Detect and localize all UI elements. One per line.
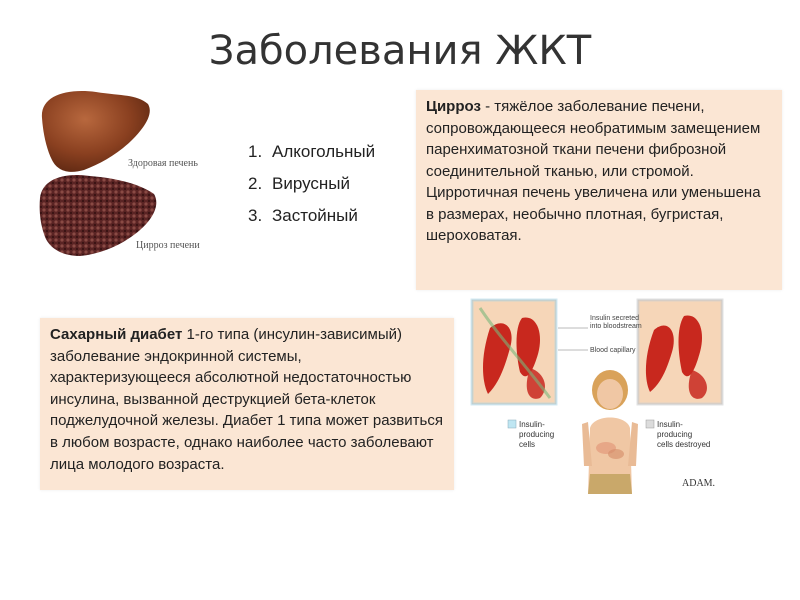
diabetes-illustration [470,298,730,494]
list-item [248,206,375,238]
healthy-islet-panel [472,300,556,404]
cirrhosis-description: Цирротичная печень увеличена или уменьшена в размерах, необычно плотная, бугристая, шероховатая. [426,184,761,244]
cirrhosis-types-list [248,142,375,238]
liver-illustration [36,88,216,260]
label-blood-capillary: Blood capillary [590,347,636,354]
child-figure [582,370,638,494]
liver-comparison-image [36,88,216,260]
cirrhosis-definition-text: - тяжёлое заболевание печени, сопровождающееся необратимым замещением паренхиматозной ткани печени фиброзной соединительной тканью, или стромой. [426,98,761,180]
legend-destroyed-3: cells destroyed [657,440,711,449]
cirrhosis-liver-caption: Цирроз печени [136,240,200,251]
legend-producing-3: cells [519,440,536,449]
list-item-number: 3. [248,206,263,225]
legend-swatch-producing [508,420,516,428]
healthy-liver-caption: Здоровая печень [128,158,198,169]
diabetes-definition-box [40,318,454,490]
cirrhosis-definition [426,96,772,182]
label-insulin-secreted-1: Insulin secreted [590,315,640,322]
legend-producing-1: Insulin- [519,420,545,429]
cirrhosis-definition-box [416,90,782,290]
adam-credit: ADAM. [682,478,716,489]
cirrhosis-term: Цирроз [426,98,481,115]
diabetes-term: Сахарный диабет [50,326,183,343]
list-item-label: Алкогольный [272,142,376,161]
list-item [248,142,375,174]
legend-destroyed-1: Insulin- [657,420,683,429]
list-item-number: 1. [248,142,263,161]
slide-title: Заболевания ЖКТ [208,28,592,74]
legend-swatch-destroyed [646,420,654,428]
legend-producing-2: producing [519,430,555,439]
label-insulin-secreted-2: into bloodstream [590,323,642,330]
destroyed-islet-panel [638,300,722,404]
diabetes-definition [50,324,446,475]
list-item [248,174,375,206]
diabetes-definition-text: 1-го типа (инсулин-зависимый) заболевание эндокринной системы, характеризующееся абсолютной недостаточностью инсулина, вызванной деструкцией бета-клеток поджелудочной железы. Диабет 1 типа может развиться в любом возрасте, однако наиболее часто заболевают лица молодого возраста. [50,326,443,473]
legend-destroyed-2: producing [657,430,693,439]
list-item-label: Вирусный [272,174,351,193]
list-item-label: Застойный [272,206,358,225]
list-item-number: 2. [248,174,263,193]
